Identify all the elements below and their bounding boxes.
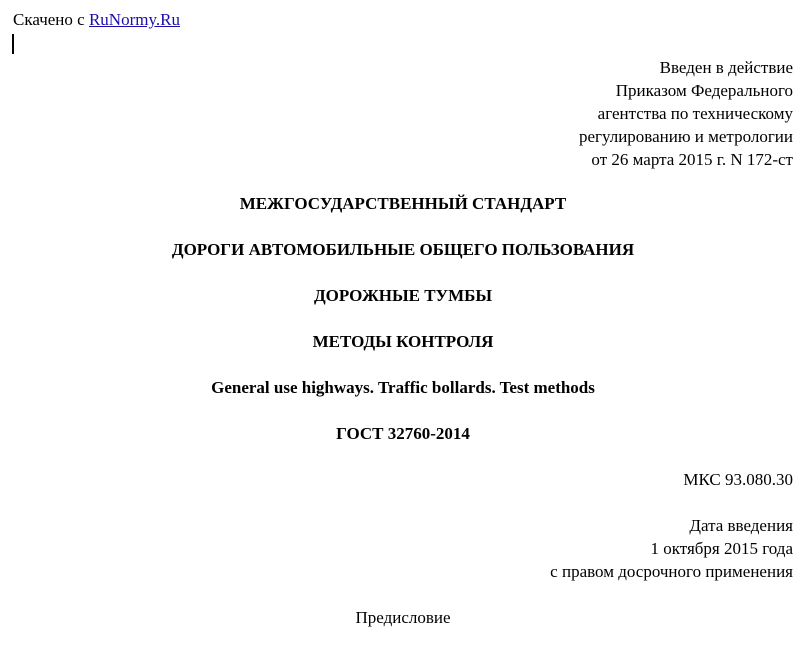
intro-date-line: 1 октября 2015 года (650, 539, 793, 558)
preface-heading: Предисловие (355, 608, 451, 627)
enactment-line: Введен в действие (659, 58, 793, 77)
methods-heading: МЕТОДЫ КОНТРОЛЯ (312, 332, 494, 351)
english-title: General use highways. Traffic bollards. Test methods (211, 378, 595, 397)
intro-date-line: Дата введения (689, 516, 793, 535)
enactment-line: от 26 марта 2015 г. N 172-ст (591, 150, 793, 169)
enactment-block (579, 56, 793, 171)
subject-heading: ДОРОГИ АВТОМОБИЛЬНЫЕ ОБЩЕГО ПОЛЬЗОВАНИЯ (171, 240, 635, 259)
mks-code: МКС 93.080.30 (683, 470, 793, 489)
source-link[interactable]: RuNormy.Ru (88, 10, 180, 29)
enactment-line: регулированию и метрологии (578, 127, 793, 146)
text-cursor (12, 34, 14, 54)
source-line (13, 9, 180, 31)
enactment-line: агентства по техническому (597, 104, 793, 123)
object-heading: ДОРОЖНЫЕ ТУМБЫ (313, 286, 493, 305)
intro-date-line: с правом досрочного применения (550, 562, 793, 581)
enactment-line: Приказом Федерального (615, 81, 793, 100)
introduction-date-block (550, 514, 793, 583)
standard-type-heading: МЕЖГОСУДАРСТВЕННЫЙ СТАНДАРТ (239, 194, 567, 213)
source-prefix: Скачено с (13, 10, 89, 29)
standard-code: ГОСТ 32760-2014 (336, 424, 470, 443)
